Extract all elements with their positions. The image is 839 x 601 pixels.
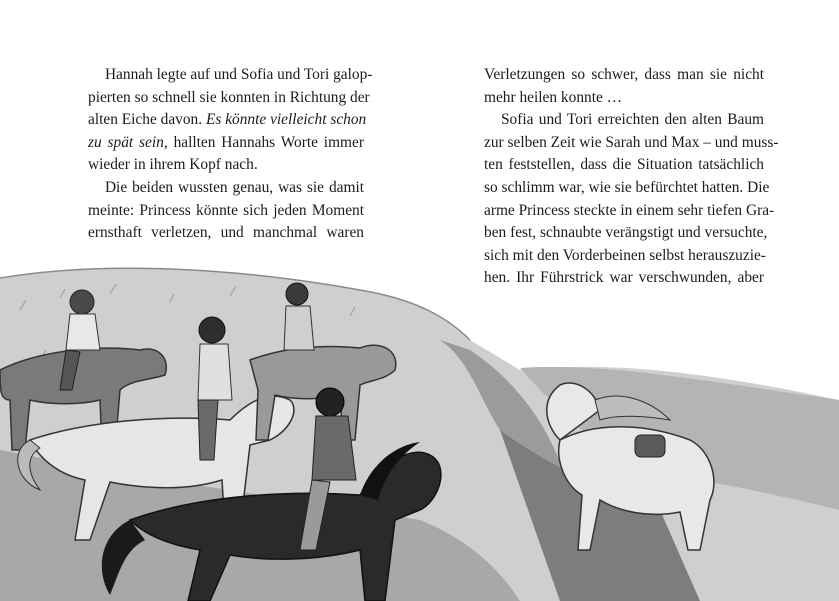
text-line: zur selben Zeit wie Sarah und Max – und muss- (484, 133, 779, 151)
text-line: arme Princess steckte in einem sehr tiefen Gra- (484, 201, 775, 219)
rider-head (286, 283, 308, 305)
text-line: ten feststellen, dass die Situation tatsächlich (484, 156, 764, 174)
rider-head (70, 290, 94, 314)
text-line: mehr heilen konnte … (484, 88, 623, 106)
rider-body (66, 314, 100, 350)
text-line: ernsthaft verletzen, und manchmal waren (88, 224, 364, 242)
rider-body (198, 344, 232, 400)
left-text-column (88, 64, 373, 245)
text-line: meinte: Princess könnte sich jeden Moment (88, 201, 364, 219)
rider-head (316, 388, 344, 416)
rider-legs (198, 400, 218, 460)
text-line: hen. Ihr Führstrick war verschwunden, aber (484, 269, 764, 287)
text-line: wieder in ihrem Kopf nach. (88, 156, 258, 174)
text-line (88, 132, 364, 155)
rider-head (199, 317, 225, 343)
text-line: Verletzungen so schwer, dass man sie nicht (484, 66, 764, 83)
text-line: sich mit den Vorderbeinen selbst herauszuzie- (484, 246, 766, 264)
text-line: Sofia und Tori erreichten den alten Baum (500, 111, 764, 129)
text-line: pierten so schnell sie konnten in Richtung der (88, 88, 370, 106)
rider-body (312, 416, 356, 480)
text-line: Hannah legte auf und Sofia und Tori galop- (104, 66, 373, 83)
riders-illustration (0, 250, 839, 601)
text-line: so schlimm war, wie sie befürchtet hatten. Die (484, 178, 770, 196)
text-line: Die beiden wussten genau, was sie damit (104, 178, 364, 196)
text-run: hallten Hannahs Worte immer (173, 133, 364, 151)
saddle (635, 435, 665, 457)
italic-thought: Es könnte vielleicht schon (205, 111, 367, 129)
text-line (88, 109, 367, 132)
rider-body (284, 306, 314, 350)
italic-thought: zu spät sein, (88, 133, 168, 151)
text-line: ben fest, schnaubte verängstigt und versuchte, (484, 224, 768, 242)
text-run: alten Eiche davon. (88, 111, 203, 129)
